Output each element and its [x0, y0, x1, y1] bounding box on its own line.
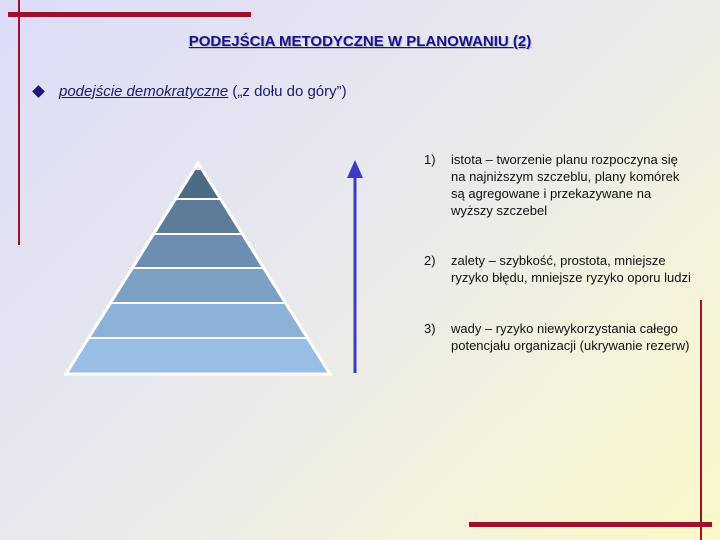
- list-item-number: 3): [424, 321, 436, 336]
- list-item-text: istota – tworzenie planu rozpoczyna się na najniższym szczeblu, plany komórek są agregowane i przekazywane na wyższy szczebel: [451, 152, 680, 218]
- list-item-text: zalety – szybkość, prostota, mniejsze ryzyko błędu, mniejsze ryzyko oporu ludzi: [451, 253, 691, 285]
- list-item-text: wady – ryzyko niewykorzystania całego potencjału organizacji (ukrywanie rezerw): [451, 321, 690, 353]
- list-item-number: 2): [424, 253, 436, 268]
- bullet-rest-text: („z dołu do góry”): [228, 83, 347, 100]
- list-item-3: [424, 320, 694, 354]
- slide-title: PODEJŚCIA METODYCZNE W PLANOWANIU (2): [188, 33, 532, 50]
- list-item-number: 1): [424, 152, 436, 167]
- bullet-italic-text: podejście demokratyczne: [59, 83, 229, 100]
- list-item-1: [424, 151, 694, 219]
- list-item-2: [424, 252, 694, 286]
